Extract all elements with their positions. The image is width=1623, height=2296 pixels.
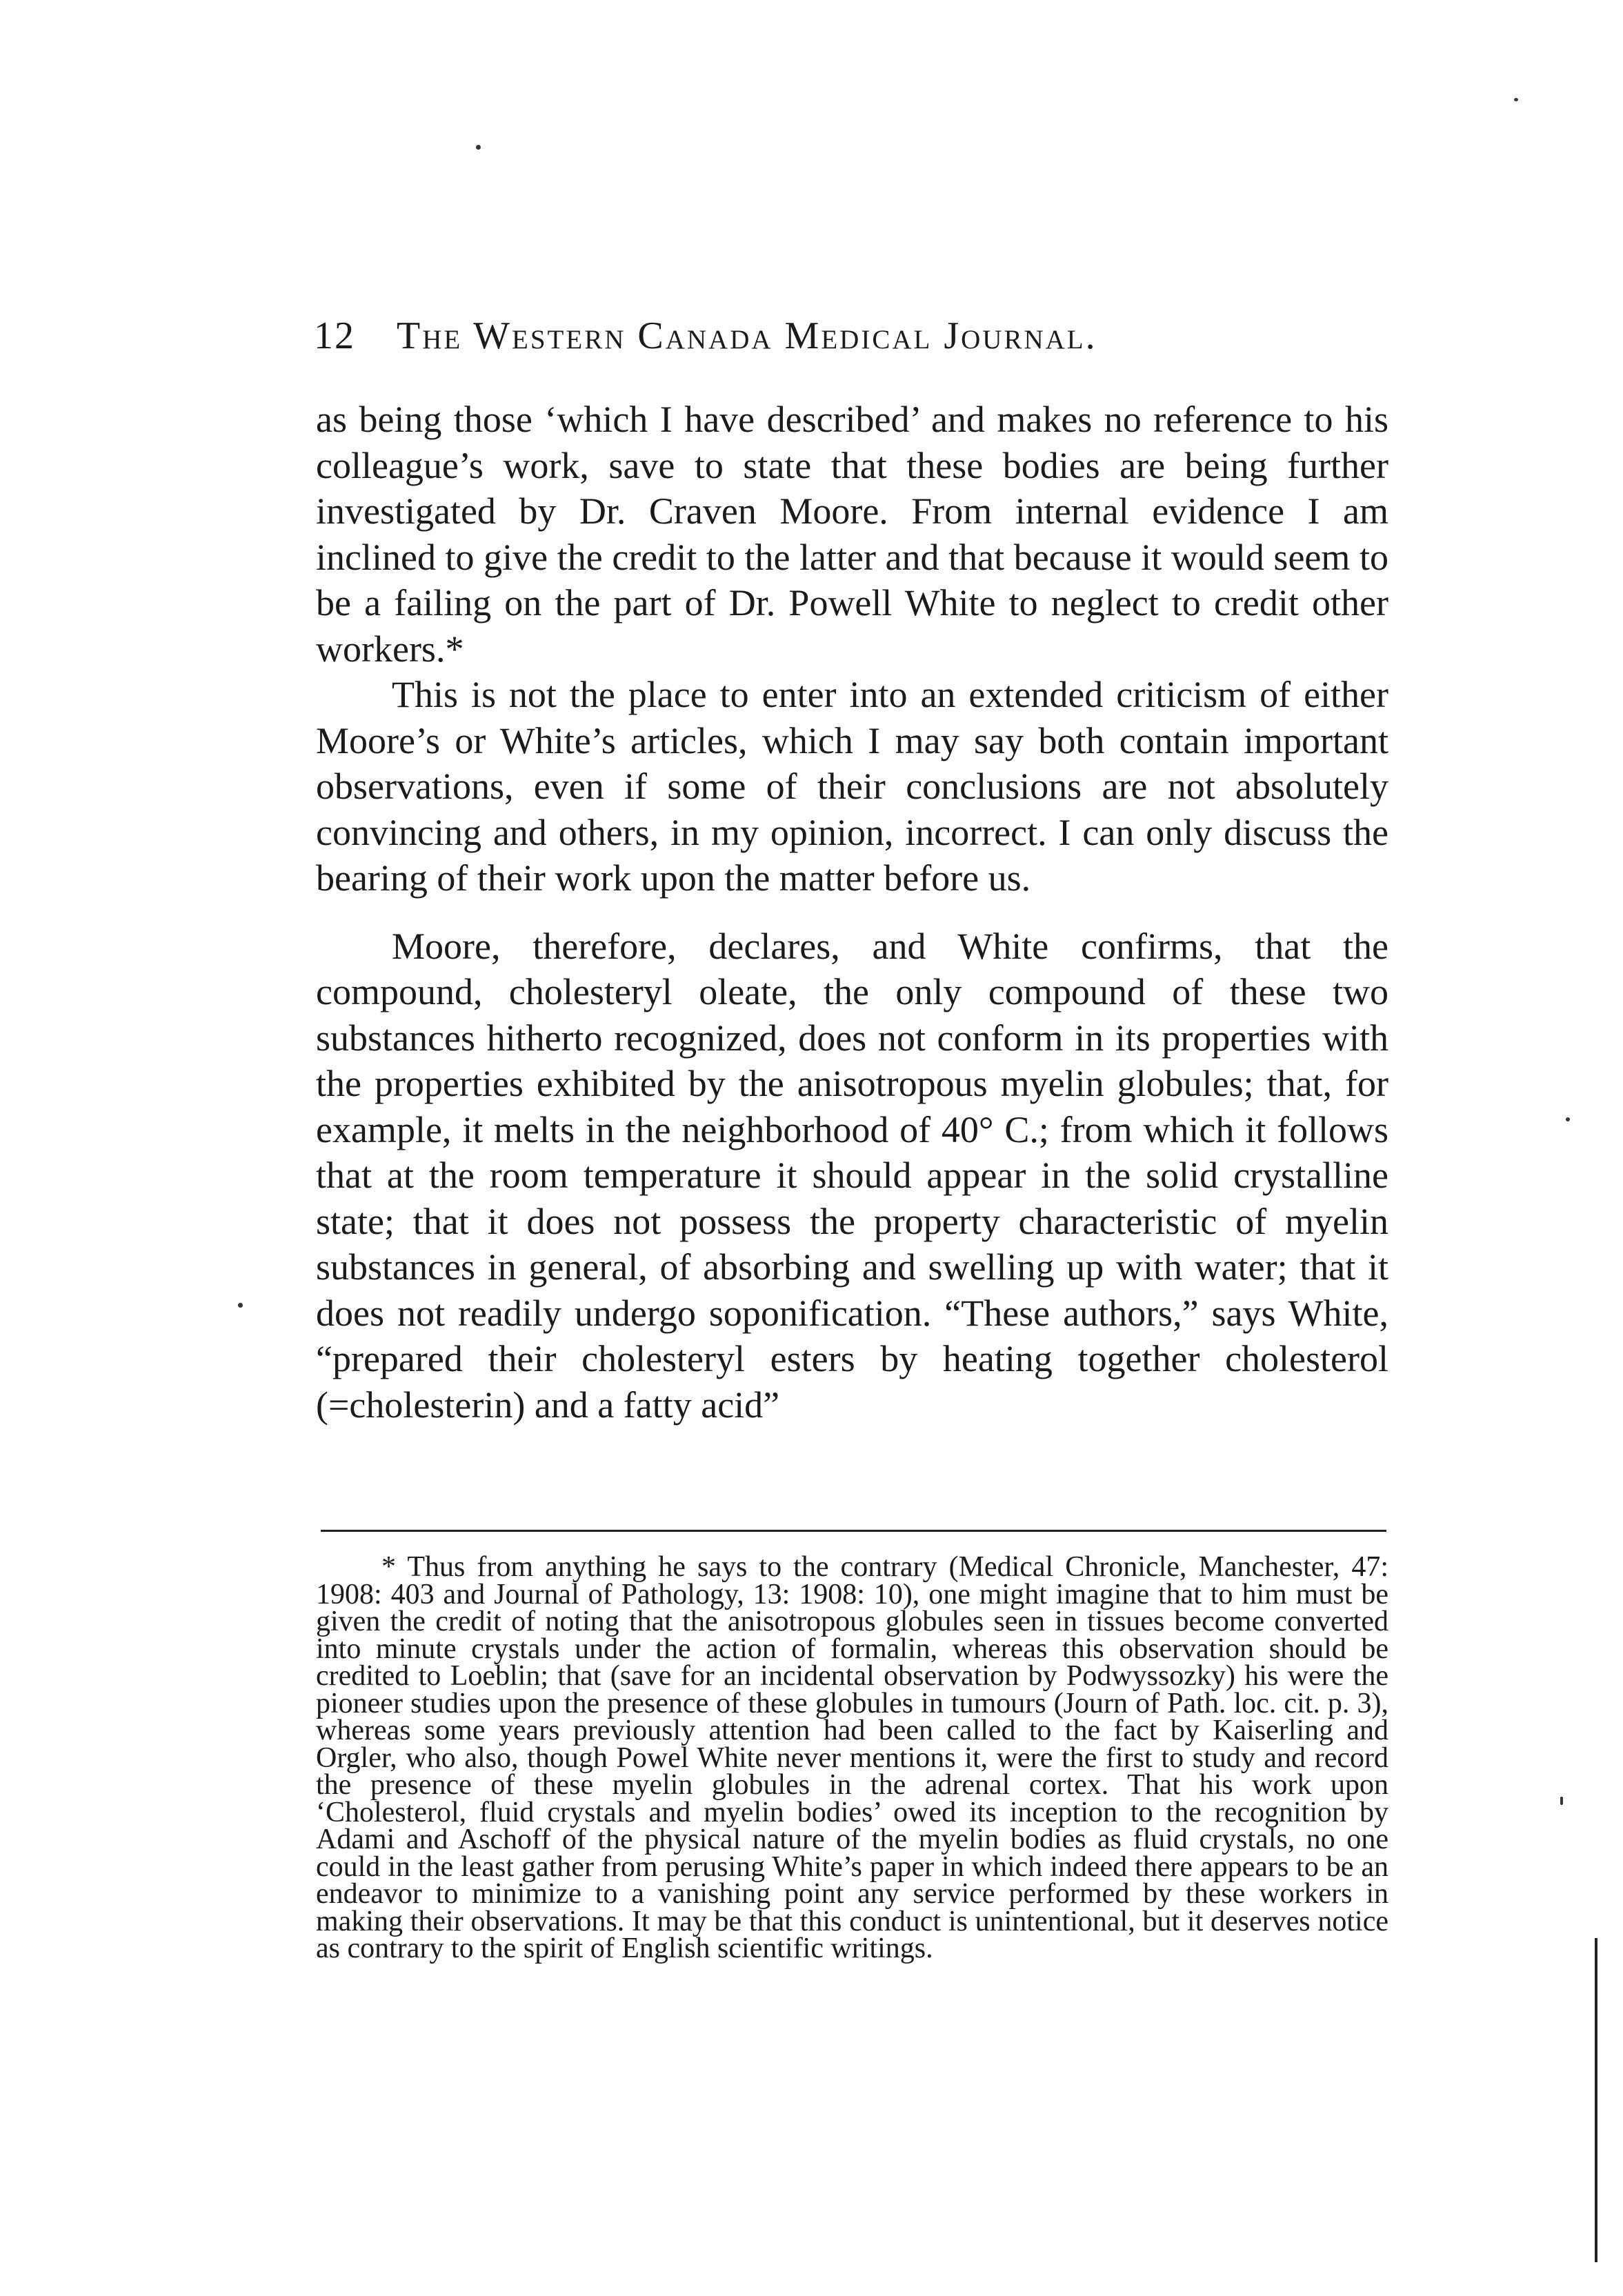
scan-speck — [1560, 1797, 1563, 1805]
scan-speck — [476, 145, 481, 150]
scan-speck — [1566, 1117, 1570, 1121]
journal-title: The Western Canada Medical Journal. — [397, 315, 1097, 357]
page-number: 12 — [314, 315, 355, 357]
paragraph: Moore, therefore, declares, and White confirms, that the compound, cholesteryl oleate, the only compound of these two substances hitherto recognized, does not conform in its properties with the properties exhibited by the anisotropous myelin globules; that, for example, it melts in the neighborhood of 40° C.; from which it follows that at the room temperature it should appear in the solid crystalline state; that it does not possess the property characteristic of myelin substances in general, of absorbing and swelling up with water; that it does not readily undergo soponification. “These authors,” says White, “prepared their cholesteryl esters by heating together cholesterol (=cholesterin) and a fatty acid” — [316, 925, 1388, 1426]
footnote: * Thus from anything he says to the contrary (Medical Chronicle, Manchester, 47: 1908: 403 and Journal of Pathology, 13: 1908: 10), one might imagine that to him must be given the credit of noting that the anisotropous globules seen in tissues become converted into minute crystals under the action of formalin, whereas this observation should be credited to Loeblin; that (save for an incidental observation by Podwyssozky) his were the pioneer studies upon the presence of these globules in tumours (Journ of Path. loc. cit. p. 3), whereas some years previously attention had been called to the fact by Kaiserling and Orgler, who also, though Powel White never mentions it, were the first to study and record the presence of these myelin globules in the adrenal cortex. That his work upon ‘Cholesterol, fluid crystals and myelin bodies’ owed its inception to the recognition by Adami and Aschoff of the physical nature of the myelin bodies as fluid crystals, no one could in the least gather from perusing White’s paper in which indeed there appears to be an endeavor to minimize to a vanishing point any service performed by these workers in making their observations. It may be that this conduct is unintentional, but it deserves notice as contrary to the spirit of English scientific writings. — [316, 1551, 1388, 1964]
scan-speck — [238, 1303, 243, 1308]
footnote-divider — [321, 1530, 1386, 1532]
paragraph: This is not the place to enter into an extended criticism of either Moore’s or White’s articles, which I may say both contain important observations, even if some of their conclusions are not absolutely convincing and others, in my opinion, incorrect. I can only discuss the bearing of their work upon the matter before us. — [316, 674, 1388, 899]
page-edge-mark — [1595, 1938, 1597, 2262]
scan-speck — [1514, 98, 1518, 101]
paragraph: as being those ‘which I have described’ and makes no reference to his colleague’s work, save to state that these bodies are being further investigated by Dr. Craven Moore. From internal evidence I am inclined to give the credit to the latter and that because it would seem to be a failing on the part of Dr. Powell White to neglect to credit other workers.* — [316, 399, 1388, 670]
running-header — [314, 314, 1390, 358]
main-text — [316, 397, 1388, 1428]
